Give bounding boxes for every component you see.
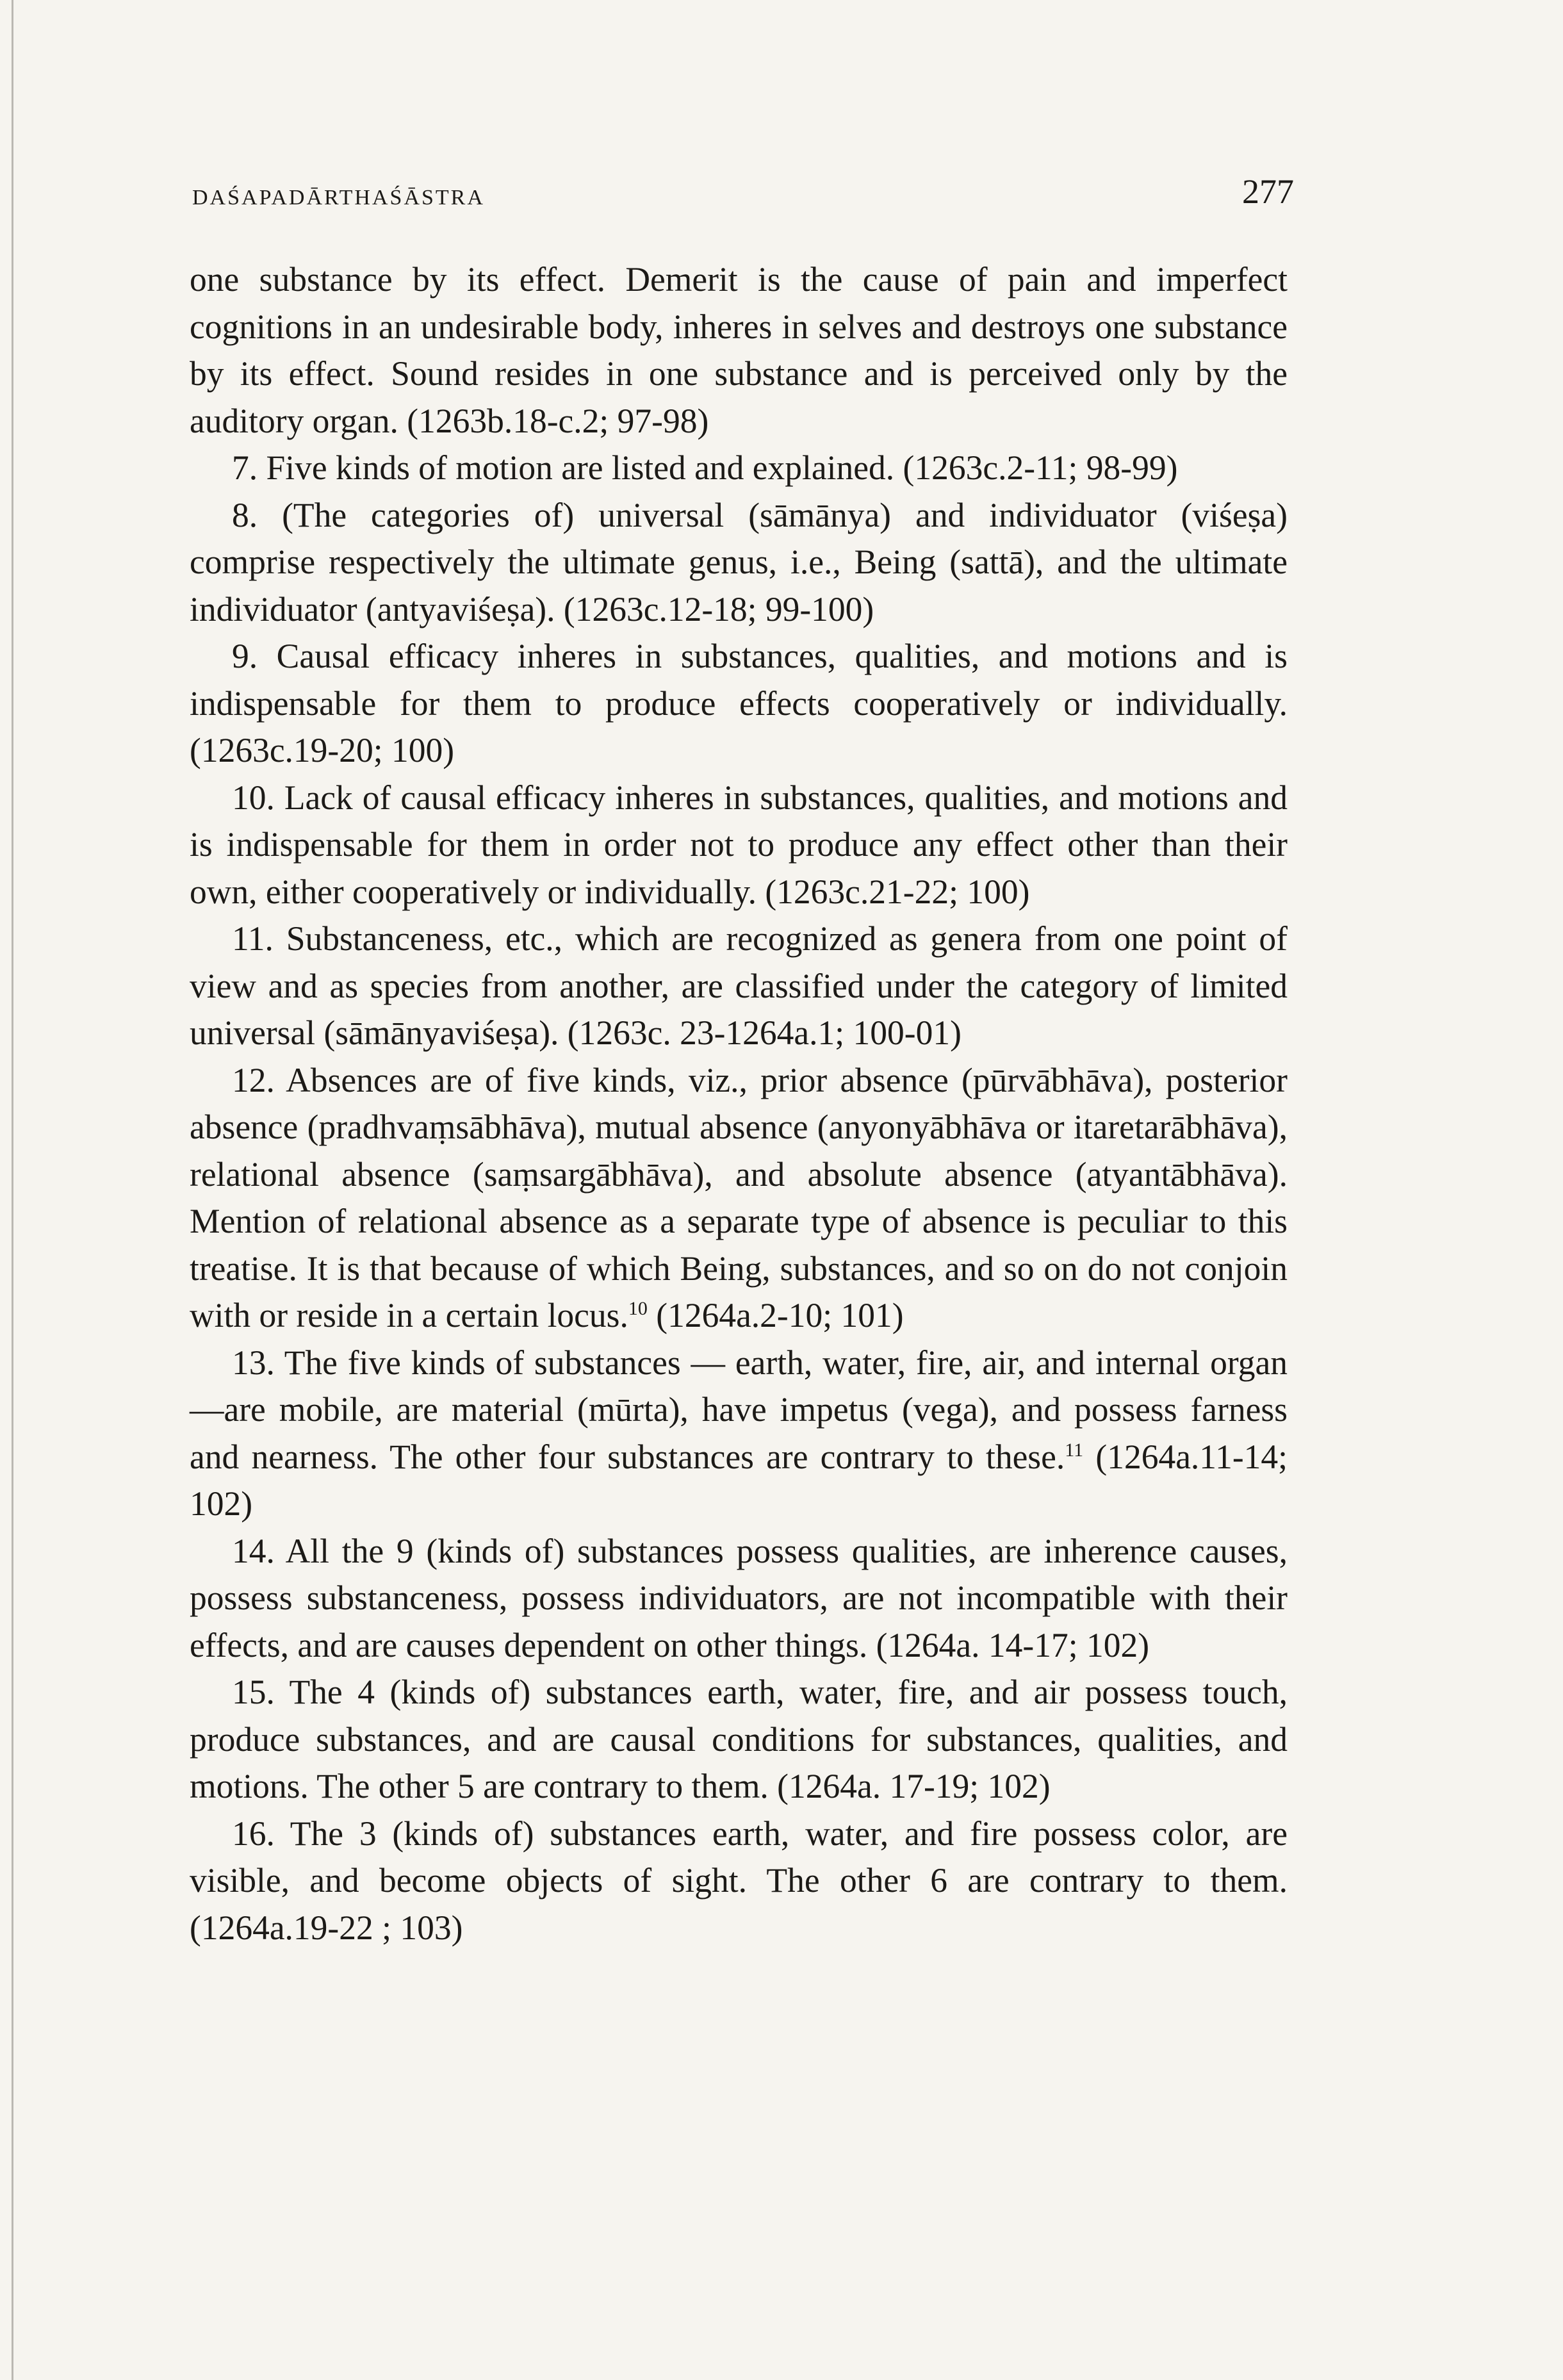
page-header	[186, 172, 1294, 223]
paragraph-12	[190, 1057, 1288, 1340]
paragraph-7: 7. Five kinds of motion are listed and explained. (1263c.2-11; 98-99)	[232, 448, 1178, 487]
running-head: DAŚAPADĀRTHAŚĀSTRA	[192, 186, 485, 209]
paragraph-13-text: 13. The five kinds of substances — earth, water, fire, air, and internal organ—are mobile, are material (mūrta), have impetus (vega), and possess farness and nearness. The other four substances are contrary to these.	[190, 1343, 1288, 1476]
paragraph-9: 9. Causal efficacy inheres in substances, qualities, and motions and is indispensable for them to produce effects cooperatively or individually. (1263c.19-20; 100)	[190, 637, 1288, 769]
paragraph-13	[190, 1340, 1288, 1528]
paragraph-15: 15. The 4 (kinds of) substances earth, water, fire, and air possess touch, produce substances, and are causal conditions for substances, qualities, and motions. The other 5 are contrary to them. (1264a. 17-19; 102)	[190, 1673, 1288, 1805]
footnote-ref-11: 11	[1065, 1439, 1084, 1461]
body-text	[190, 256, 1288, 1951]
footnote-ref-10: 10	[628, 1298, 648, 1320]
paragraph-16: 16. The 3 (kinds of) substances earth, water, and fire possess color, are visible, and become objects of sight. The other 6 are contrary to them. (1264a.19-22 ; 103)	[190, 1814, 1288, 1947]
paragraph-14: 14. All the 9 (kinds of) substances possess qualities, are inherence causes, possess substanceness, possess individuators, are not incompatible with their effects, and are causes dependent on other things. (1264a. 14-17; 102)	[190, 1531, 1288, 1664]
paragraph-10: 10. Lack of causal efficacy inheres in substances, qualities, and motions and is indispensable for them in order not to produce any effect other than their own, either cooperatively or individually. (1263c.21-22; 100)	[190, 778, 1288, 911]
paragraph-11: 11. Substanceness, etc., which are recognized as genera from one point of view and as species from another, are classified under the category of limited universal (sāmānyaviśeṣa). (1263c. 23-1264a.1; 100-01)	[190, 919, 1288, 1052]
paragraph-continuation: one substance by its effect. Demerit is the cause of pain and imperfect cognitions in an undesirable body, inheres in selves and destroys one substance by its effect. Sound resides in one substance and is perceived only by the auditory organ. (1263b.18-c.2; 97-98)	[190, 260, 1288, 440]
page-number: 277	[1242, 172, 1294, 211]
paragraph-8: 8. (The categories of) universal (sāmānya) and individuator (viśeṣa) comprise respectively the ultimate genus, i.e., Being (sattā), and the ultimate individuator (antyaviśeṣa). (1263c.12-18; 99-100)	[190, 495, 1288, 628]
paragraph-12-text: 12. Absences are of five kinds, viz., prior absence (pūrvābhāva), posterior absence (pradhvaṃsābhāva), mutual absence (anyonyābhāva or itaretarābhāva), relational absence (saṃsargābhāva), and absolute absence (atyantābhāva). Mention of relational absence as a separate type of absence is peculiar to this treatise. It is that because of which Being, substances, and so on do not conjoin with or reside in a certain locus.	[190, 1060, 1288, 1334]
paragraph-12-citation: (1264a.2-10; 101)	[656, 1296, 904, 1334]
scan-edge-line	[12, 0, 13, 2380]
paragraph-13-citation: (1264a.11-14; 102)	[190, 1437, 1288, 1523]
